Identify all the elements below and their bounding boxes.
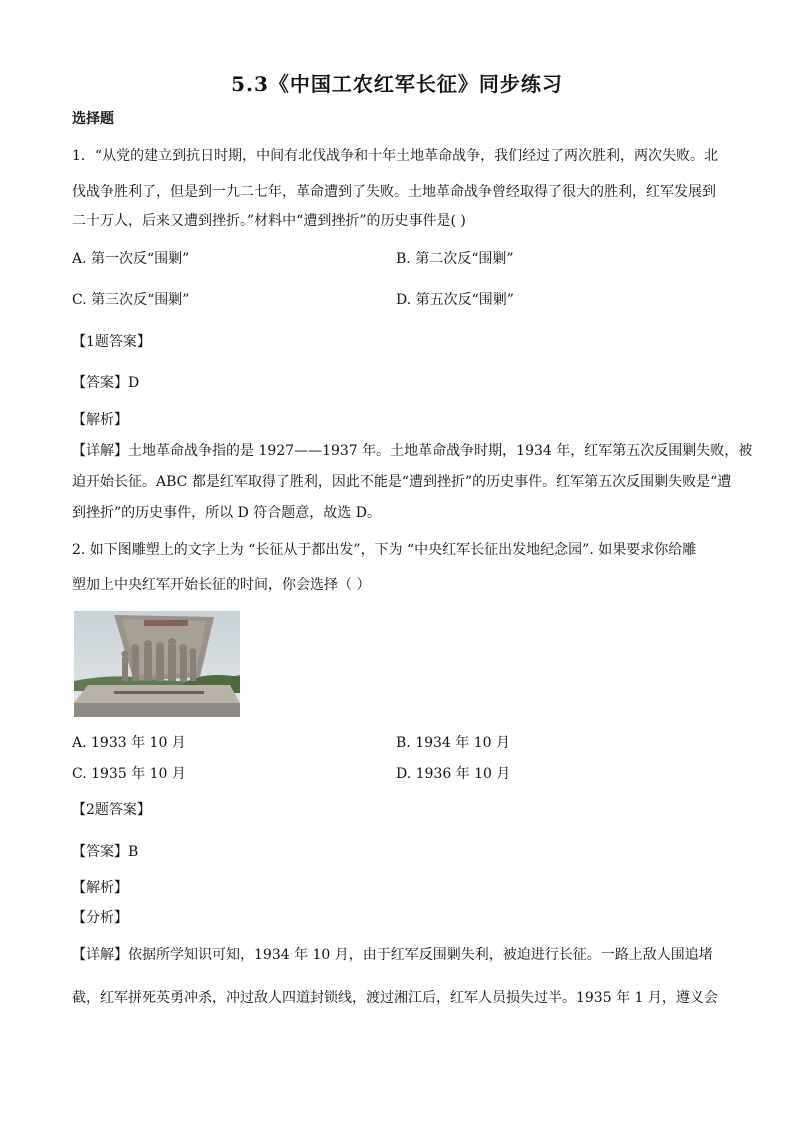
q2-option-c: C. 1935 年 10 月 (72, 766, 186, 782)
q1-answer-header: 【1题答案】 (72, 334, 151, 350)
q1-option-c: C. 第三次反“围剿” (72, 292, 190, 308)
q1-stem-line-3: 二十万人，后来又遭到挫折。”材料中“遭到挫折”的历史事件是( ) (72, 213, 466, 229)
q2-detail-line-2: 截，红军拼死英勇冲杀，冲过敌人四道封锁线，渡过湘江后，红军人员损失过半。1935 年 1 月，遵义会 (72, 990, 718, 1006)
q2-analysis2-label: 【分析】 (72, 910, 128, 926)
q2-option-a: A. 1933 年 10 月 (72, 735, 186, 751)
q1-detail-line-2: 迫开始长征。ABC 都是红军取得了胜利，因此不能是“遭到挫折”的历史事件。红军第五次反围剿失败是“遭 (72, 474, 732, 490)
q2-option-b: B. 1934 年 10 月 (396, 735, 510, 751)
monument-illustration (74, 611, 240, 717)
page-title: 5.3《中国工农红军长征》同步练习 (231, 72, 563, 96)
q1-stem-line-1: 1．“从党的建立到抗日时期，中间有北伐战争和十年土地革命战争，我们经过了两次胜利，两次失败。北 (72, 148, 719, 164)
q1-detail-line-3: 到挫折”的历史事件，所以 D 符合题意，故选 D。 (72, 505, 381, 521)
q1-stem-line-2: 伐战争胜利了，但是到一九二七年，革命遭到了失败。土地革命战争曾经取得了很大的胜利，红军发展到 (72, 184, 716, 200)
q2-stem-line-2: 塑加上中央红军开始长征的时间，你会选择（ ） (72, 577, 371, 593)
q1-option-b: B. 第二次反“围剿” (396, 251, 514, 267)
q1-option-d: D. 第五次反“围剿” (396, 292, 514, 308)
q2-answer: 【答案】B (72, 844, 139, 860)
section-heading: 选择题 (72, 111, 114, 127)
q1-analysis-label: 【解析】 (72, 412, 128, 428)
q1-option-a: A. 第一次反“围剿” (72, 251, 190, 267)
q2-analysis-label: 【解析】 (72, 880, 128, 896)
q1-answer: 【答案】D (72, 375, 140, 391)
q1-detail-line-1: 【详解】土地革命战争指的是 1927——1937 年。土地革命战争时期，1934 年，红军第五次反围剿失败，被 (72, 443, 753, 459)
q2-detail-line-1: 【详解】依据所学知识可知，1934 年 10 月，由于红军反围剿失利，被迫进行长征。一路上敌人围追堵 (72, 947, 713, 963)
q2-answer-header: 【2题答案】 (72, 802, 151, 818)
monument-photo (74, 611, 240, 717)
q2-option-d: D. 1936 年 10 月 (396, 766, 511, 782)
q2-stem-line-1: 2. 如下图雕塑上的文字上为 “长征从于都出发”，下为 “中央红军长征出发地纪念园”. 如果要求你给雕 (72, 542, 697, 558)
